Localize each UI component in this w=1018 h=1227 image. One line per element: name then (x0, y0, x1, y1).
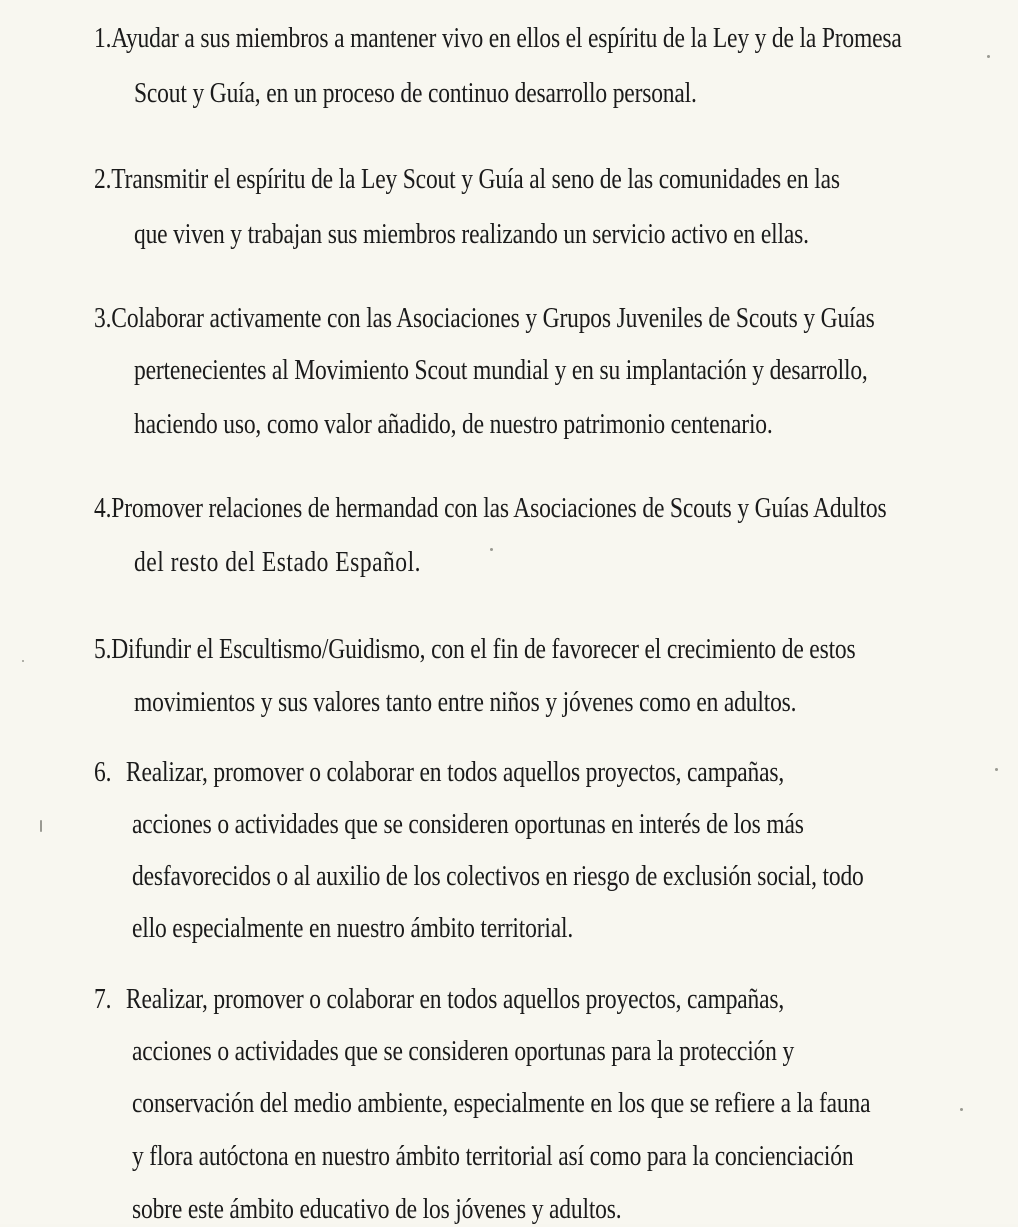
scan-speck (22, 660, 24, 662)
list-item-4-text-2: del resto del Estado Español. (134, 547, 421, 578)
scan-speck (960, 1108, 963, 1111)
list-item-6-text-2: acciones o actividades que se consideren oportunas en interés de los más (132, 809, 804, 840)
list-item-5-number: 5. (94, 634, 112, 665)
list-item-6-line-1 (94, 756, 784, 790)
list-item-2-text-1: Transmitir el espíritu de la Ley Scout y Guía al seno de las comunidades en las (111, 164, 840, 195)
list-item-6-line-2 (132, 808, 804, 842)
list-item-1-line-2 (134, 77, 697, 111)
list-item-7-line-3 (132, 1087, 870, 1121)
list-item-7-line-1 (94, 983, 784, 1017)
list-item-7-line-5 (132, 1193, 621, 1227)
list-item-6-text-3: desfavorecidos o al auxilio de los colectivos en riesgo de exclusión social, todo (132, 861, 864, 892)
list-item-7-number: 7. (94, 984, 112, 1015)
list-item-4-number: 4. (94, 493, 112, 524)
list-item-7-line-4 (132, 1140, 853, 1174)
scan-speck (40, 820, 42, 832)
list-item-3-number: 3. (94, 303, 112, 334)
list-item-7-text-5: sobre este ámbito educativo de los jóvenes y adultos. (132, 1194, 622, 1225)
list-item-4-text-1: Promover relaciones de hermandad con las Asociaciones de Scouts y Guías Adultos (111, 493, 887, 524)
list-item-6-line-3 (132, 860, 864, 894)
list-item-3-line-3 (134, 408, 773, 442)
list-item-5-text-2: movimientos y sus valores tanto entre niños y jóvenes como en adultos. (134, 687, 797, 718)
list-item-1-text-2: Scout y Guía, en un proceso de continuo desarrollo personal. (134, 78, 697, 109)
list-item-1-number: 1. (94, 23, 112, 54)
list-item-5-line-1 (94, 633, 856, 667)
list-item-5-line-2 (134, 686, 796, 720)
list-item-3-text-3: haciendo uso, como valor añadido, de nuestro patrimonio centenario. (134, 409, 773, 440)
list-item-3-text-2: pertenecientes al Movimiento Scout mundial y en su implantación y desarrollo, (134, 355, 868, 386)
list-item-4-line-1 (94, 492, 886, 526)
list-item-7-text-3: conservación del medio ambiente, especialmente en los que se refiere a la fauna (132, 1088, 871, 1119)
scan-speck (987, 55, 990, 58)
list-item-2-number: 2. (94, 164, 112, 195)
list-item-3-line-2 (134, 354, 868, 388)
list-item-4-line-2 (134, 546, 421, 580)
list-item-7-line-2 (132, 1035, 794, 1069)
list-item-2-line-1 (94, 163, 840, 197)
list-item-6-number: 6. (94, 757, 112, 788)
list-item-1-line-1 (94, 22, 902, 56)
list-item-7-text-1: Realizar, promover o colaborar en todos aquellos proyectos, campañas, (125, 984, 785, 1015)
list-item-2-line-2 (134, 218, 809, 252)
list-item-3-text-1: Colaborar activamente con las Asociaciones y Grupos Juveniles de Scouts y Guías (111, 303, 875, 334)
list-item-5-text-1: Difundir el Escultismo/Guidismo, con el fin de favorecer el crecimiento de estos (111, 634, 856, 665)
list-item-2-text-2: que viven y trabajan sus miembros realizando un servicio activo en ellas. (134, 219, 809, 250)
list-item-1-text-1: Ayudar a sus miembros a mantener vivo en ellos el espíritu de la Ley y de la Promesa (111, 23, 902, 54)
scan-speck (490, 548, 493, 551)
list-item-6-text-1: Realizar, promover o colaborar en todos aquellos proyectos, campañas, (125, 757, 785, 788)
list-item-3-line-1 (94, 302, 875, 336)
list-item-6-line-4 (132, 912, 573, 946)
list-item-6-text-4: ello especialmente en nuestro ámbito territorial. (132, 913, 574, 944)
scan-speck (995, 768, 998, 771)
list-item-7-text-2: acciones o actividades que se consideren oportunas para la protección y (132, 1036, 795, 1067)
list-item-7-text-4: y flora autóctona en nuestro ámbito territorial así como para la concienciación (132, 1141, 854, 1172)
